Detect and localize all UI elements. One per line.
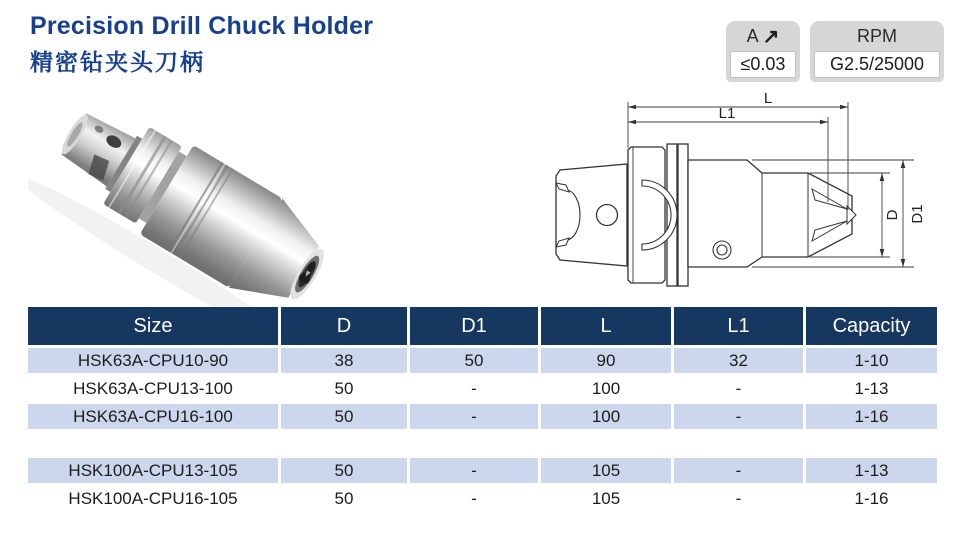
cell: 105 bbox=[541, 458, 671, 483]
table-row bbox=[28, 376, 937, 401]
dim-label-D1: D1 bbox=[909, 204, 926, 224]
cell: 38 bbox=[281, 348, 407, 373]
cell: 100 bbox=[541, 404, 671, 429]
spacer-cell bbox=[28, 432, 278, 455]
runout-badge-header bbox=[726, 21, 800, 52]
cell: 50 bbox=[410, 348, 538, 373]
spec-table-head bbox=[28, 307, 937, 345]
rpm-badge-header bbox=[810, 21, 944, 52]
cell: 1-16 bbox=[806, 404, 937, 429]
cell: 50 bbox=[281, 404, 407, 429]
column-header-l1: L1 bbox=[674, 307, 803, 345]
cell: - bbox=[410, 458, 538, 483]
table-row bbox=[28, 404, 937, 429]
cell: HSK63A-CPU16-100 bbox=[28, 404, 278, 429]
product-photo bbox=[28, 84, 360, 308]
cell: - bbox=[674, 376, 803, 401]
rpm-spec-badge bbox=[810, 21, 944, 82]
spacer-cell bbox=[281, 432, 407, 455]
runout-label: A bbox=[746, 26, 759, 46]
column-header-d1: D1 bbox=[410, 307, 538, 345]
cell: - bbox=[410, 486, 538, 511]
column-header-capacity: Capacity bbox=[806, 307, 937, 345]
cell: 50 bbox=[281, 376, 407, 401]
table-row bbox=[28, 486, 937, 511]
cell: 32 bbox=[674, 348, 803, 373]
page-title-chinese: 精密钻夹头刀柄 bbox=[30, 49, 205, 75]
cell: - bbox=[674, 458, 803, 483]
rpm-label: RPM bbox=[857, 26, 897, 46]
spec-table-body bbox=[28, 348, 937, 511]
cell: 100 bbox=[541, 376, 671, 401]
column-header-l: L bbox=[541, 307, 671, 345]
cell: HSK63A-CPU10-90 bbox=[28, 348, 278, 373]
dim-label-D: D bbox=[884, 209, 901, 221]
cell: 1-10 bbox=[806, 348, 937, 373]
cell: 1-13 bbox=[806, 376, 937, 401]
column-header-d: D bbox=[281, 307, 407, 345]
cell: 50 bbox=[281, 458, 407, 483]
dim-label-L: L bbox=[763, 90, 773, 107]
spec-table bbox=[25, 304, 940, 514]
table-row bbox=[28, 348, 937, 373]
page-title-english: Precision Drill Chuck Holder bbox=[30, 12, 374, 40]
runout-spec-badge bbox=[726, 21, 800, 82]
dim-label-L1: L1 bbox=[718, 105, 736, 122]
cell: 1-16 bbox=[806, 486, 937, 511]
spacer-row bbox=[28, 432, 937, 455]
spacer-cell bbox=[674, 432, 803, 455]
spec-table-header-row bbox=[28, 307, 937, 345]
cell: - bbox=[410, 376, 538, 401]
technical-drawing bbox=[530, 90, 955, 305]
cell: - bbox=[674, 404, 803, 429]
spacer-cell bbox=[541, 432, 671, 455]
cell: HSK100A-CPU13-105 bbox=[28, 458, 278, 483]
cell: 90 bbox=[541, 348, 671, 373]
technical-drawing-svg bbox=[530, 90, 955, 305]
table-row bbox=[28, 458, 937, 483]
cell: - bbox=[410, 404, 538, 429]
column-header-size: Size bbox=[28, 307, 278, 345]
spacer-cell bbox=[806, 432, 937, 455]
spacer-cell bbox=[410, 432, 538, 455]
cell: 105 bbox=[541, 486, 671, 511]
cell: 1-13 bbox=[806, 458, 937, 483]
cell: 50 bbox=[281, 486, 407, 511]
arrow-up-right-icon: ↗ bbox=[762, 25, 780, 48]
product-photo-render bbox=[28, 84, 360, 308]
cell: HSK63A-CPU13-100 bbox=[28, 376, 278, 401]
cell: HSK100A-CPU16-105 bbox=[28, 486, 278, 511]
cell: - bbox=[674, 486, 803, 511]
runout-value: ≤0.03 bbox=[730, 51, 796, 78]
rpm-value: G2.5/25000 bbox=[814, 51, 940, 78]
